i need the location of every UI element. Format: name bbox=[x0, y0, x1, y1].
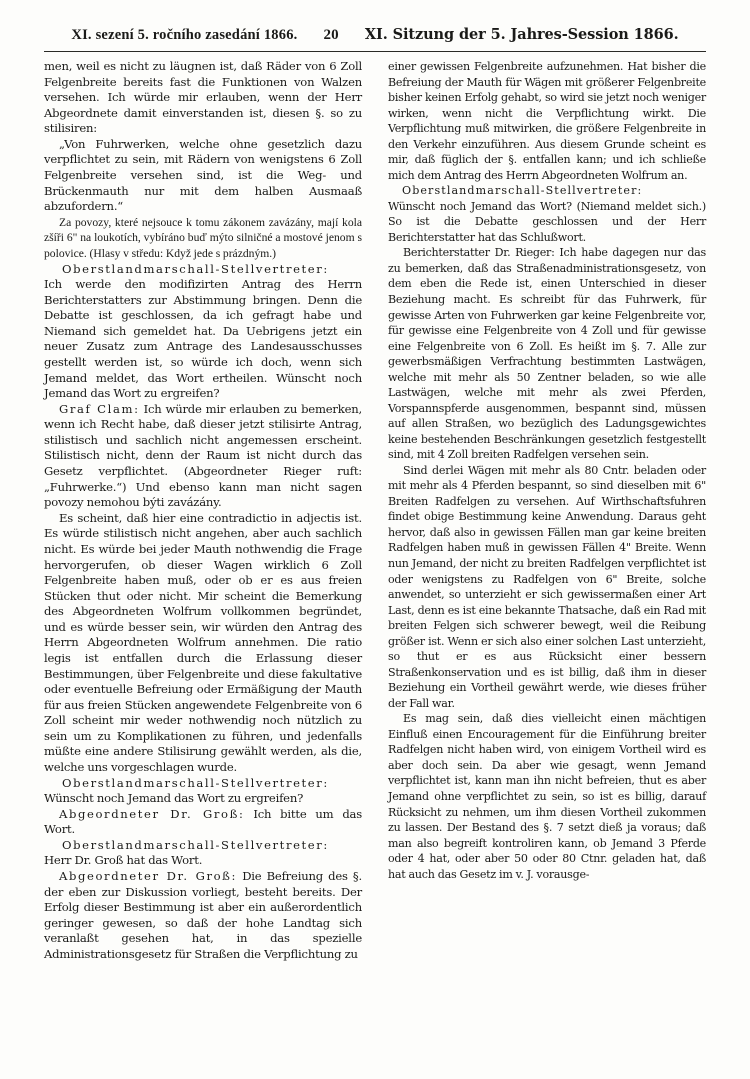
para-quote-von-fuhrwerken: „Von Fuhrwerken, welche ohne gesetzlich dazu verpflichtet zu sein, mit Rädern von wenigstens 6 Zoll Felgenbreite versehen sind, ist die Weg- und Brückenmauth nur mit dem halben Ausmaaß abzufordern.“ bbox=[44, 136, 362, 214]
para-abgeordneter-gross-1-block bbox=[44, 807, 362, 838]
para-oberstlandmarschall-1-block bbox=[44, 262, 362, 402]
para-einer-gewissen: einer gewissen Felgenbreite aufzunehmen. Hat bisher die Befreiung der Mauth für Wägen mit größerer Felgenbreite bisher keinen Erfolg gehabt, so wird sie jetzt noch weniger wirken, wenn nicht die Verpflichtung wirkt. Die Verpflichtung muß mitwirken, die größere Felgenbreite in den Verkehr einzuführen. Aus diesem Grunde scheint es mir, daß füglich der §. entfallen kann; und ich schließe mich dem Antrag des Herrn Abgeordneten Wolfrum an. bbox=[388, 60, 706, 182]
column-container bbox=[44, 59, 706, 1034]
para-czech-za-povozy: Za povozy, které nejsouce k tomu zákonem zavázány, mají kola zšíři 6" na loukotích, vybíráno buď mýto silničné a mostové jenom s polovice. (Hlasy v středu: Když jede s prázdným.) bbox=[44, 215, 362, 260]
para-oberstlandmarschall-3-block bbox=[44, 838, 362, 869]
para-men-weil: men, weil es nicht zu läugnen ist, daß Räder von 6 Zoll Felgenbreite bereits fast die Funktionen von Walzen versehen. Ich würde mir erlauben, wenn der Herr Abgeordnete damit einverstanden ist, diesen §. so zu stilisiren: bbox=[44, 59, 362, 136]
para-sind-derlei-waegen: Sind derlei Wägen mit mehr als 80 Cntr. beladen oder mit mehr als 4 Pferden bespannt, so sind dieselben mit 6" Breiten Radfelgen zu versehen. Auf Wirthschaftsfuhren findet obige Bestimmung keine Anwendung. Daraus geht hervor, daß also in gewissen Fällen man gar keine breiten Radfelgen haben muß in gewissen Fällen 4" Breite. Wenn nun Jemand, der nicht zu breiten Radfelgen verpflichtet ist oder wenigstens zu Radfelgen von 6" Breite, solche anwendet, so unterzieht er sich gewissermaßen einer Art Last, denn es ist eine bekannte Thatsache, daß ein Rad mit breiten Felgen sich schwerer bewegt, weil die Reibung größer ist. Wenn er sich also einer solchen Last unterzieht, so thut er es aus Rücksicht einer bessern Straßenkonservation und es ist billig, daß ihm in dieser Beziehung ein Vortheil gewährt werde, wie dieses früher der Fall war. bbox=[388, 463, 706, 710]
para-oberstlandmarschall-r1-block bbox=[388, 183, 706, 245]
para-abgeordneter-gross-2: Die Befreiung des §. der eben zur Diskussion vorliegt, besteht bereits. Der Erfolg dieser Bestimmung ist aber ein außerordentlich geringer gewesen, so daß der hohe Landtag sich veranlaßt gesehen hat, in das spezielle Administrationsgesetz für Straßen die Verpflichtung zu bbox=[44, 869, 362, 961]
left-column bbox=[44, 59, 362, 1034]
header-left-title: XI. sezení 5. ročního zasedání 1866. bbox=[71, 27, 298, 43]
para-es-scheint: Es scheint, daß hier eine contradictio in adjectis ist. Es würde stilistisch nicht angehen, aber auch sachlich nicht. Es würde bei jeder Mauth nothwendig die Frage hervorgerufen, ob dieser Wagen wirklich 6 Zoll Felgenbreite haben muß, oder ob er es aus freien Stücken thut oder nicht. Mir scheint die Bemerkung des Abgeordneten Wolfrum vollkommen begründet, und es würde besser sein, wir würden den Antrag des Herrn Abgeordneten Wolfrum annehmen. Die ratio legis ist entfallen durch die Erlassung dieser Bestimmungen, über Felgenbreite und diese fakultative oder eventuelle Befreiung oder Ermäßigung der Mauth für aus freien Stücken angewendete Felgenbreite von 6 Zoll scheint mir weder nothwendig noch nützlich zu sein um zu Komplikationen zu führen, und jedenfalls müßte eine andere Stilisirung gewählt werden, als die, welche uns vorgeschlagen wurde. bbox=[44, 510, 362, 775]
para-abgeordneter-gross-2-block bbox=[44, 869, 362, 962]
speaker-oberstlandmarschall-r1: Oberstlandmarschall-Stellvertreter: bbox=[402, 184, 643, 198]
page-number: 20 bbox=[323, 27, 339, 43]
page-header bbox=[44, 26, 706, 46]
speaker-abgeordneter-gross-2: Abgeordneter Dr. Groß: bbox=[59, 869, 238, 884]
para-oberstlandmarschall-2-block bbox=[44, 776, 362, 807]
para-oberstlandmarschall-2: Wünscht noch Jemand das Wort zu ergreifen? bbox=[44, 791, 304, 806]
header-divider bbox=[44, 51, 706, 52]
speaker-graf-clam: Graf Clam: bbox=[59, 401, 140, 416]
speaker-abgeordneter-gross-1: Abgeordneter Dr. Groß: bbox=[59, 806, 245, 821]
speaker-oberstlandmarschall-3: Oberstlandmarschall-Stellvertreter: bbox=[62, 837, 329, 852]
para-berichterstatter-rieger-block bbox=[388, 245, 706, 462]
para-graf-clam-block bbox=[44, 402, 362, 511]
right-column bbox=[388, 59, 706, 1034]
para-berichterstatter-rieger: Ich habe dagegen nur das zu bemerken, daß das Straßenadministrationsgesetz, von dem eben die Rede ist, einen Unterschied in dieser Beziehung macht. Es schreibt für das Fuhrwerk, für gewisse Arten von Fuhrwerken gar keine Felgenbreite vor, für gewisse eine Felgenbreite von 4 Zoll und für gewisse eine Felgenbreite von 6 Zoll. Es heißt im §. 7. Alle zur gewerbsmäßigen Verfrachtung bestimmten Lastwägen, welche mit mehr als 50 Zentner beladen, so wie alle Lastwägen, welche mit mehr als zwei Pferden, Vorspannspferde ausgenommen, bespannt sind, müssen auf allen Straßen, wo bezüglich des Ladungsgewichtes keine bestehenden Beschränkungen gesetzlich festgestellt sind, mit 4 Zoll breiten Radfelgen versehen sein. bbox=[388, 246, 706, 462]
para-oberstlandmarschall-3: Herr Dr. Groß hat das Wort. bbox=[44, 853, 203, 868]
para-oberstlandmarschall-1: Ich werde den modifizirten Antrag des Herrn Berichterstatters zur Abstimmung bringen. Denn die Debatte ist geschlossen, da ich gefragt habe und Niemand sich gemeldet hat. Da Uebrigens jetzt ein neuer Zusatz zum Antrage des Landesausschusses gestellt werden ist, so würde ich doch, wenn sich Jemand meldet, das Wort ertheilen. Wünscht noch Jemand das Wort zu ergreifen? bbox=[44, 277, 362, 401]
para-abgeordneter-gross-1: Ich bitte um das Wort. bbox=[44, 806, 362, 837]
speaker-oberstlandmarschall-1: Oberstlandmarschall-Stellvertreter: bbox=[62, 261, 329, 276]
speaker-berichterstatter-rieger: Berichterstatter Dr. Rieger: bbox=[403, 246, 555, 260]
speaker-oberstlandmarschall-2: Oberstlandmarschall-Stellvertreter: bbox=[62, 775, 329, 790]
para-graf-clam: Ich würde mir erlauben zu bemerken, wenn ich Recht habe, daß dieser jetzt stilisirte Antrag, stilistisch und sachlich nicht angemessen erscheint. Stilistisch nicht, denn der Raum ist nicht durch das Gesetz verpflichtet. (Abgeordneter Rieger ruft: „Fuhrwerke.“) Und ebenso kann man nicht sagen povozy nemohou býti zavázány. bbox=[44, 401, 362, 510]
para-es-mag-sein: Es mag sein, daß dies vielleicht einen mächtigen Einfluß einen Encouragement für die Einführung breiter Radfelgen nicht haben wird, von einigem Vortheil wird es aber doch sein. Da aber wie gesagt, wenn Jemand verpflichtet ist, kann man ihn nicht befreien, thut es aber Jemand ohne verpflichtet zu sein, so ist es billig, darauf Rücksicht zu nehmen, um ihm diesen Vortheil zukommen zu lassen. Der Bestand des §. 7 setzt dieß ja voraus; daß man also begreift kontroliren kann, ob Jemand 3 Pferde oder 4 hat, oder aber 50 oder 80 Ctnr. geladen hat, daß hat auch das Gesetz im v. J. vorausge- bbox=[388, 712, 706, 881]
para-oberstlandmarschall-r1: Wünscht noch Jemand das Wort? (Niemand meldet sich.) So ist die Debatte geschlossen und der Herr Berichterstatter hat das Schlußwort. bbox=[388, 199, 706, 244]
header-right-title: XI. Sitzung der 5. Jahres-Session 1866. bbox=[364, 26, 679, 43]
